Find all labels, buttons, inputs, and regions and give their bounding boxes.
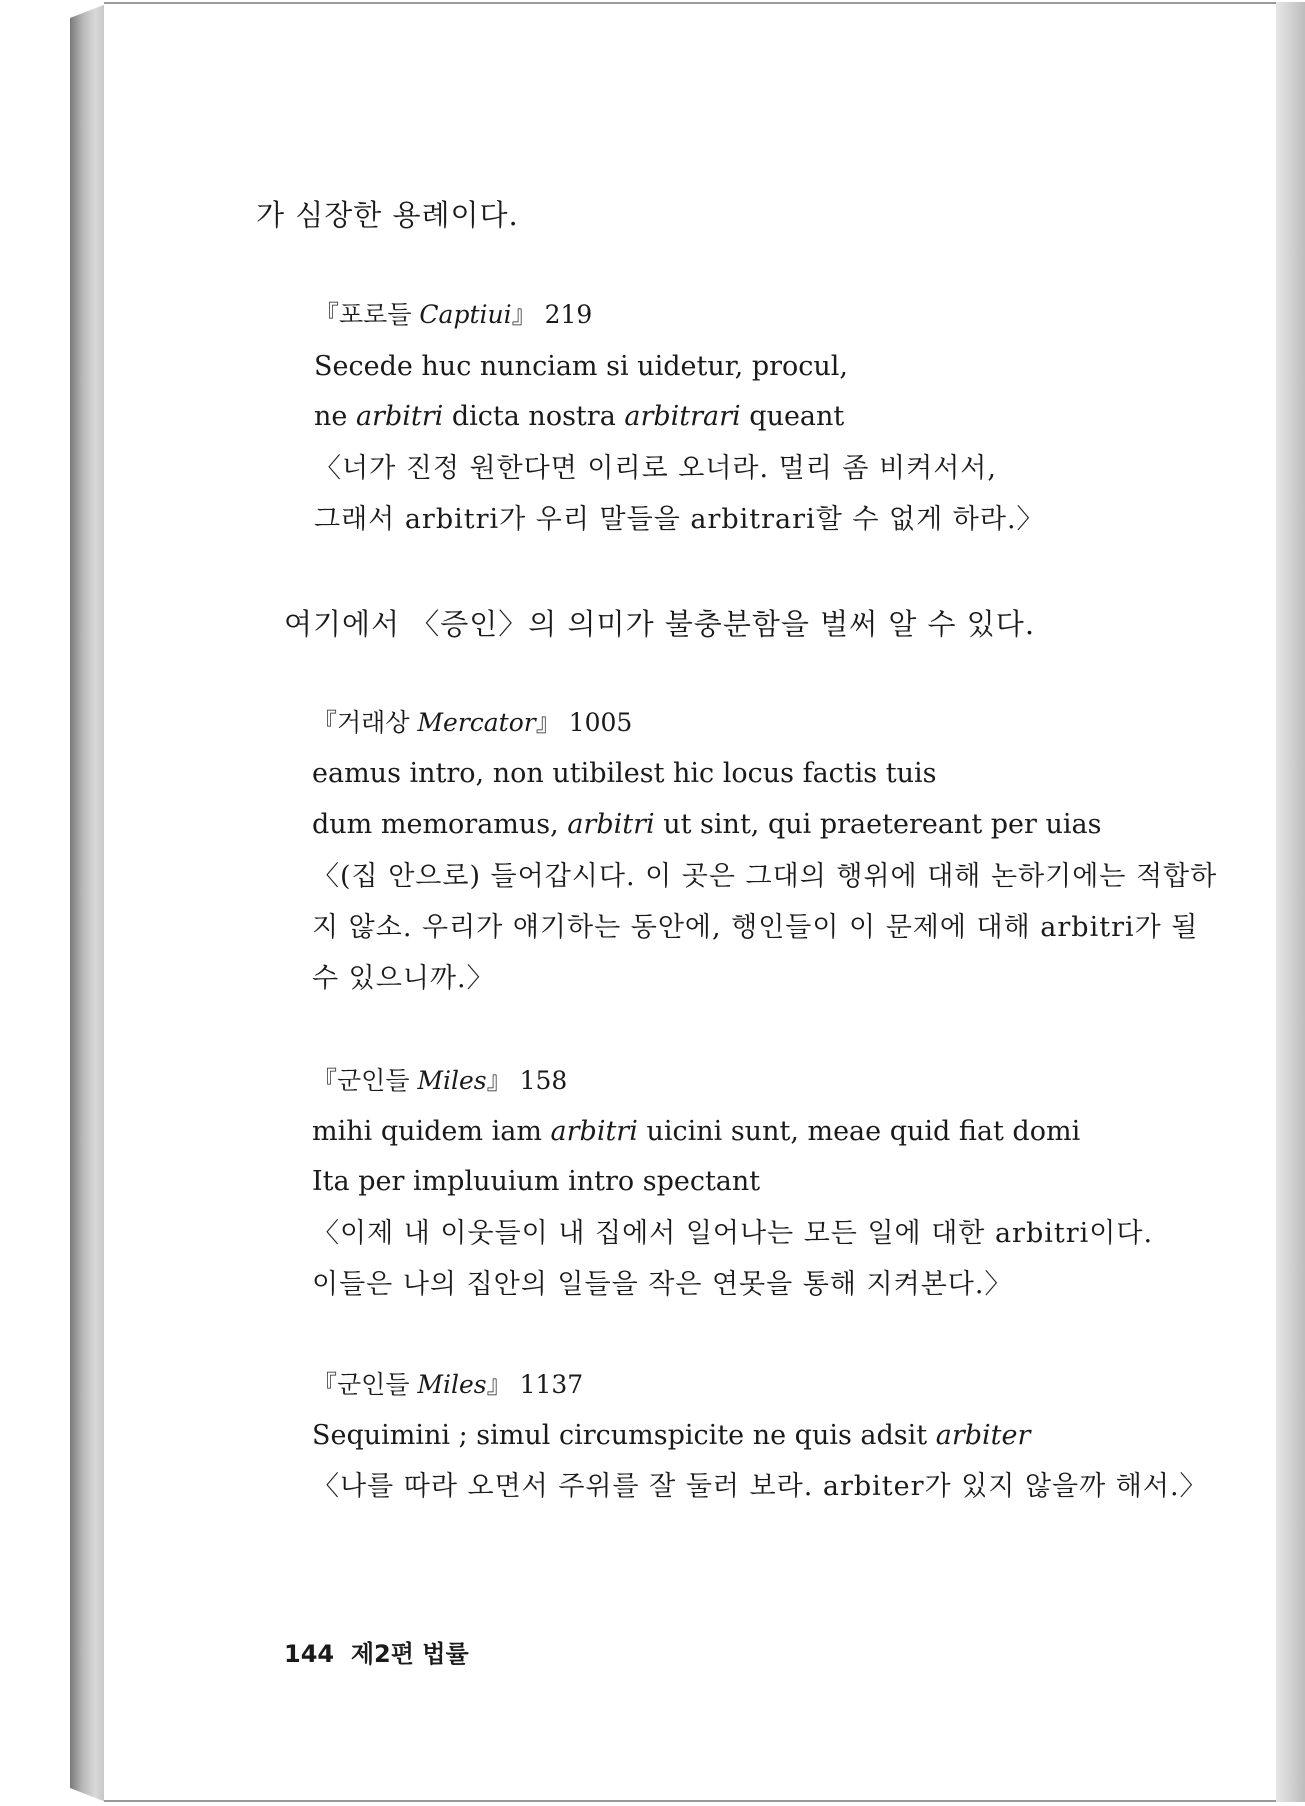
citation-line-number: 219 bbox=[544, 300, 593, 329]
citation-line-number: 1137 bbox=[519, 1370, 584, 1399]
translation-line: 이들은 나의 집안의 일들을 작은 연못을 통해 지켜본다.〉 bbox=[312, 1269, 1013, 1300]
citation-latin-title: Mercator bbox=[417, 708, 536, 737]
latin-line: eamus intro, non utibilest hic locus factis tuis bbox=[312, 758, 937, 789]
citation-title: 거래상 bbox=[337, 708, 410, 737]
citation-captiui: 『포로들 Captiui』 219 bbox=[314, 300, 593, 329]
page-footer bbox=[284, 1634, 469, 1669]
book-page-edge bbox=[1276, 2, 1305, 1802]
part-label: 제2편 bbox=[350, 1640, 414, 1668]
citation-latin-title: Miles bbox=[417, 1370, 487, 1399]
latin-line: ne arbitri dicta nostra arbitrari queant bbox=[314, 401, 845, 432]
translation-line: 그래서 arbitri가 우리 말들을 arbitrari할 수 없게 하라.〉 bbox=[314, 504, 1045, 535]
translation-line: 수 있으니까.〉 bbox=[312, 963, 495, 994]
citation-latin-title: Captiui bbox=[419, 300, 512, 329]
opening-line: 가 심장한 용례이다. bbox=[256, 198, 519, 232]
citation-mercator: 『거래상 Mercator』 1005 bbox=[312, 708, 633, 737]
translation-line: 〈너가 진정 원한다면 이리로 오너라. 멀리 좀 비켜서서, bbox=[314, 453, 997, 484]
latin-line: Sequimini ; simul circumspicite ne quis adsit arbiter bbox=[312, 1420, 1031, 1451]
latin-line: Secede huc nunciam si uidetur, procul, bbox=[314, 351, 848, 382]
translation-line: 〈나를 따라 오면서 주위를 잘 둘러 보라. arbiter가 있지 않을까 해서.〉 bbox=[312, 1471, 1208, 1502]
citation-line-number: 1005 bbox=[568, 708, 633, 737]
latin-line: Ita per impluuium intro spectant bbox=[312, 1166, 761, 1197]
citation-latin-title: Miles bbox=[417, 1066, 487, 1095]
citation-line-number: 158 bbox=[519, 1066, 568, 1095]
book-spine-edge bbox=[70, 4, 106, 1802]
citation-title: 포로들 bbox=[339, 300, 412, 329]
chapter-label: 법률 bbox=[422, 1640, 469, 1668]
citation-miles-1137: 『군인들 Miles』 1137 bbox=[312, 1370, 584, 1399]
latin-line: mihi quidem iam arbitri uicini sunt, meae quid fiat domi bbox=[312, 1116, 1081, 1147]
page-number: 144 bbox=[284, 1640, 335, 1668]
translation-line: 〈(집 안으로) 들어갑시다. 이 곳은 그대의 행위에 대해 논하기에는 적합하 bbox=[312, 861, 1218, 892]
citation-title: 군인들 bbox=[337, 1370, 410, 1399]
translation-line: 지 않소. 우리가 얘기하는 동안에, 행인들이 이 문제에 대해 arbitri가 될 bbox=[312, 912, 1199, 943]
book-page bbox=[104, 2, 1276, 1802]
citation-title: 군인들 bbox=[337, 1066, 410, 1095]
translation-line: 〈이제 내 이웃들이 내 집에서 일어나는 모든 일에 대한 arbitri이다. bbox=[312, 1218, 1154, 1249]
latin-line: dum memoramus, arbitri ut sint, qui praetereant per uias bbox=[312, 809, 1102, 840]
middle-line: 여기에서 〈증인〉의 의미가 불충분함을 벌써 알 수 있다. bbox=[284, 607, 1036, 641]
citation-miles-158: 『군인들 Miles』 158 bbox=[312, 1066, 568, 1095]
